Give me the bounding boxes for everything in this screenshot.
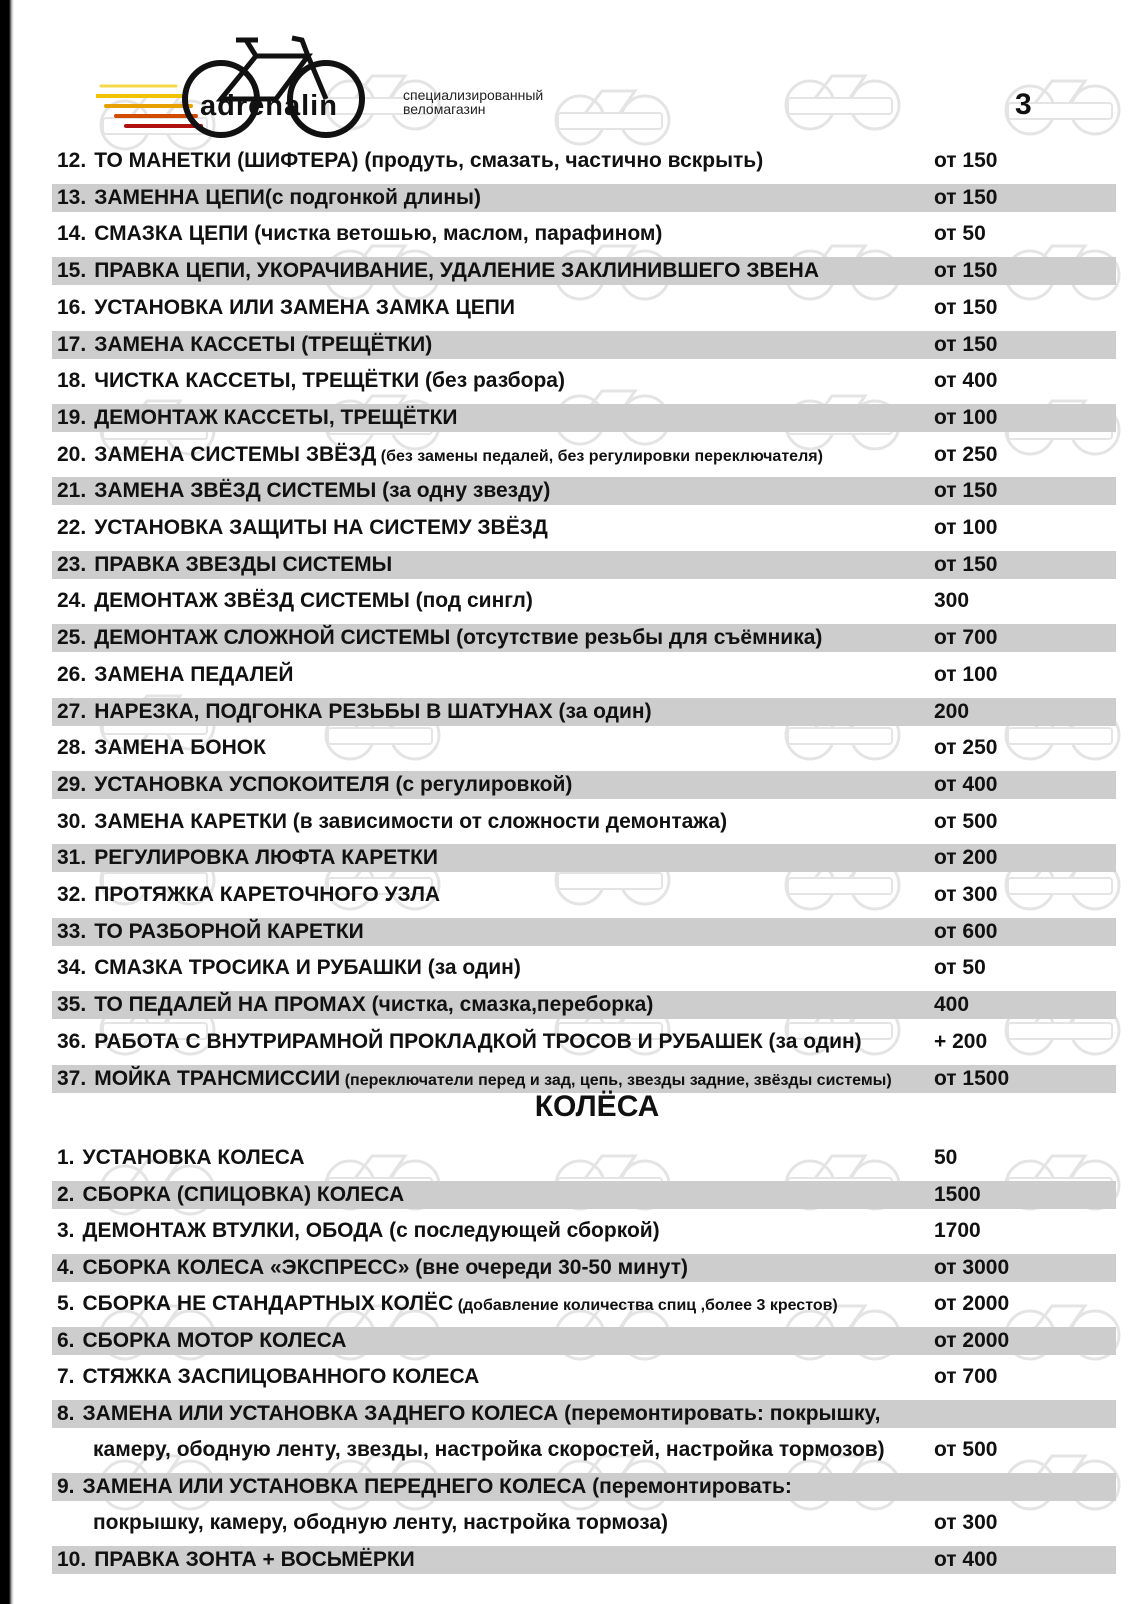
service-price: от 150 <box>934 552 998 576</box>
service-price: от 500 <box>934 1438 998 1461</box>
service-description <box>57 404 458 432</box>
service-price: 50 <box>934 1146 958 1169</box>
item-number: 25. <box>57 626 87 650</box>
watermark-bicycle-icon <box>990 65 1130 145</box>
service-description <box>57 1217 660 1245</box>
item-number: 23. <box>57 552 87 576</box>
item-number: 1. <box>57 1146 75 1169</box>
service-price: от 700 <box>934 1365 998 1388</box>
service-name: ДЕМОНТАЖ ВТУЛКИ, ОБОДА (с последующей сборкой) <box>82 1219 660 1242</box>
price-row <box>52 1327 1116 1355</box>
service-price: от 150 <box>934 332 998 356</box>
service-name: ДЕМОНТАЖ СЛОЖНОЙ СИСТЕМЫ (отсутствие резьбы для съёмника) <box>94 626 823 650</box>
price-row <box>52 954 1116 982</box>
service-name: ПРОТЯЖКА КАРЕТОЧНОГО УЗЛА <box>94 883 441 906</box>
item-number: 15. <box>57 259 87 283</box>
price-row <box>52 1436 1116 1464</box>
service-name: покрышку, камеру, ободную ленту, настройка тормоза) <box>93 1511 669 1534</box>
item-number: 12. <box>57 149 87 172</box>
service-price: от 150 <box>934 295 998 319</box>
service-name: СБОРКА НЕ СТАНДАРТНЫХ КОЛЁС <box>82 1292 454 1315</box>
service-price: от 100 <box>934 516 998 539</box>
service-description <box>57 331 432 359</box>
item-number: 33. <box>57 919 87 943</box>
price-row <box>52 477 1116 505</box>
price-row <box>52 734 1116 762</box>
price-row <box>52 184 1116 212</box>
item-number: 9. <box>57 1474 75 1498</box>
item-number: 14. <box>57 222 87 246</box>
price-row <box>52 1363 1116 1391</box>
service-price: от 250 <box>934 736 998 760</box>
service-name: ПРАВКА ЗОНТА + ВОСЬМЁРКИ <box>94 1547 415 1571</box>
price-row <box>52 991 1116 1019</box>
price-row <box>52 1065 1116 1093</box>
service-description <box>57 771 572 799</box>
item-number: 24. <box>57 589 87 613</box>
service-description <box>57 844 438 872</box>
service-name: УСТАНОВКА УСПОКОИТЕЛЯ (с регулировкой) <box>94 772 573 796</box>
service-name: УСТАНОВКА ИЛИ ЗАМЕНА ЗАМКА ЦЕПИ <box>94 295 515 319</box>
service-description <box>57 661 294 689</box>
price-row <box>52 881 1116 909</box>
service-description <box>57 257 819 285</box>
service-name: ЗАМЕНА СИСТЕМЫ ЗВЁЗД <box>94 442 377 466</box>
service-description <box>57 220 662 248</box>
price-row <box>52 1254 1116 1282</box>
page-number: 3 <box>1015 88 1032 121</box>
item-number: 2. <box>57 1182 75 1206</box>
service-name: РЕГУЛИРОВКА ЛЮФТА КАРЕТКИ <box>94 846 439 870</box>
item-number: 20. <box>57 442 87 466</box>
service-description <box>57 1400 880 1428</box>
service-price: от 400 <box>934 369 998 393</box>
price-row <box>52 441 1116 469</box>
item-number: 7. <box>57 1365 75 1388</box>
service-price: от 100 <box>934 405 998 429</box>
service-name: ТО ПЕДАЛЕЙ НА ПРОМАХ (чистка, смазка,переборка) <box>94 993 654 1017</box>
service-name: НАРЕЗКА, ПОДГОНКА РЕЗЬБЫ В ШАТУНАХ (за один) <box>94 699 652 723</box>
price-row <box>52 551 1116 579</box>
service-description <box>57 477 550 505</box>
service-description <box>57 698 652 726</box>
price-row <box>52 331 1116 359</box>
service-name: ЗАМЕНА ИЛИ УСТАНОВКА ПЕРЕДНЕГО КОЛЕСА (перемонтировать: <box>82 1474 792 1498</box>
service-price: + 200 <box>934 1029 988 1053</box>
price-row <box>52 1144 1116 1172</box>
service-price: от 700 <box>934 626 998 650</box>
service-price: 200 <box>934 699 970 723</box>
price-row <box>52 1546 1116 1574</box>
service-price: 300 <box>934 589 970 613</box>
service-description <box>57 1181 404 1209</box>
price-row <box>52 771 1116 799</box>
service-description <box>57 551 392 579</box>
price-row <box>52 1473 1116 1501</box>
service-name: СБОРКА (СПИЦОВКА) КОЛЕСА <box>82 1182 405 1206</box>
price-row <box>52 1217 1116 1245</box>
service-name: СБОРКА КОЛЕСА «ЭКСПРЕСС» (вне очереди 30-50 минут) <box>82 1255 688 1279</box>
price-row <box>52 257 1116 285</box>
item-number: 13. <box>57 185 87 209</box>
service-description <box>57 1290 838 1320</box>
item-number: 5. <box>57 1292 75 1315</box>
item-number: 8. <box>57 1401 75 1425</box>
service-description <box>57 184 481 212</box>
service-description <box>57 954 521 982</box>
watermark-bicycle-icon <box>770 60 910 140</box>
service-description <box>57 991 653 1019</box>
logo-wordmark: adrenalin <box>200 90 338 122</box>
service-name: СМАЗКА ЦЕПИ (чистка ветошью, маслом, парафином) <box>94 222 663 246</box>
service-description <box>57 441 823 471</box>
price-row <box>52 587 1116 615</box>
service-price: от 50 <box>934 222 986 246</box>
service-name: ДЕМОНТАЖ ЗВЁЗД СИСТЕМЫ (под сингл) <box>94 589 533 613</box>
item-number: 29. <box>57 772 87 796</box>
service-price: от 150 <box>934 479 998 503</box>
service-description <box>57 1327 346 1355</box>
service-price: от 400 <box>934 1547 998 1571</box>
item-number: 4. <box>57 1255 75 1279</box>
service-name: СТЯЖКА ЗАСПИЦОВАННОГО КОЛЕСА <box>82 1365 480 1388</box>
service-price: от 100 <box>934 662 998 686</box>
bicycle-logo-icon <box>96 34 386 144</box>
service-name: РАБОТА С ВНУТРИРАМНОЙ ПРОКЛАДКОЙ ТРОСОВ И РУБАШЕК (за один) <box>94 1029 862 1053</box>
service-price: от 150 <box>934 185 998 209</box>
item-number: 32. <box>57 883 87 906</box>
tagline-line-1: специализированный <box>403 87 544 103</box>
item-number: 28. <box>57 736 87 760</box>
service-name: камеру, ободную ленту, звезды, настройка скоростей, настройка тормозов) <box>93 1438 885 1461</box>
item-number: 30. <box>57 809 87 833</box>
service-price: от 600 <box>934 919 998 943</box>
item-number: 21. <box>57 479 87 503</box>
service-price: от 150 <box>934 259 998 283</box>
price-row <box>52 698 1116 726</box>
service-description <box>57 587 533 615</box>
price-row <box>52 147 1116 175</box>
service-price: от 500 <box>934 809 998 833</box>
service-description <box>57 294 515 322</box>
service-name: УСТАНОВКА ЗАЩИТЫ НА СИСТЕМУ ЗВЁЗД <box>94 516 548 539</box>
price-row <box>52 624 1116 652</box>
price-row <box>52 1181 1116 1209</box>
price-row <box>52 514 1116 542</box>
service-name: ТО МАНЕТКИ (ШИФТЕРА) (продуть, смазать, частично вскрыть) <box>94 149 764 172</box>
service-description <box>57 624 822 652</box>
item-number: 36. <box>57 1029 87 1053</box>
service-description <box>57 1436 885 1464</box>
service-price: 400 <box>934 993 970 1017</box>
service-description <box>57 514 548 542</box>
service-name: МОЙКА ТРАНСМИССИИ <box>94 1066 341 1090</box>
item-number: 18. <box>57 369 87 393</box>
service-description <box>57 918 364 946</box>
service-price: от 3000 <box>934 1255 1010 1279</box>
price-row <box>52 1290 1116 1318</box>
item-number: 6. <box>57 1328 75 1352</box>
price-row <box>52 1028 1116 1056</box>
service-note: (без замены педалей, без регулировки переключателя) <box>376 447 823 465</box>
item-number: 3. <box>57 1219 75 1242</box>
service-description <box>57 881 440 909</box>
service-price: 1700 <box>934 1219 981 1242</box>
service-price: от 2000 <box>934 1292 1010 1315</box>
item-number: 27. <box>57 699 87 723</box>
item-number: 17. <box>57 332 87 356</box>
service-name: ЗАМЕНА ПЕДАЛЕЙ <box>94 662 294 686</box>
service-name: ПРАВКА ЦЕПИ, УКОРАЧИВАНИЕ, УДАЛЕНИЕ ЗАКЛИНИВШЕГО ЗВЕНА <box>94 259 820 283</box>
service-price: от 300 <box>934 883 998 906</box>
price-row <box>52 808 1116 836</box>
item-number: 16. <box>57 295 87 319</box>
item-number: 35. <box>57 993 87 1017</box>
service-name: ЗАМЕНА ЗВЁЗД СИСТЕМЫ (за одну звезду) <box>94 479 551 503</box>
price-row <box>52 918 1116 946</box>
item-number: 26. <box>57 662 87 686</box>
service-name: ПРАВКА ЗВЕЗДЫ СИСТЕМЫ <box>94 552 393 576</box>
service-price: 1500 <box>934 1182 981 1206</box>
service-name: СБОРКА МОТОР КОЛЕСА <box>82 1328 347 1352</box>
service-name: СМАЗКА ТРОСИКА И РУБАШКИ (за один) <box>94 956 521 980</box>
service-description <box>57 1546 415 1574</box>
service-name: УСТАНОВКА КОЛЕСА <box>82 1146 305 1169</box>
service-name: ЗАМЕНА КАССЕТЫ (ТРЕЩЁТКИ) <box>94 332 433 356</box>
service-name: ЗАМЕНА БОНОК <box>94 736 266 760</box>
price-row <box>52 294 1116 322</box>
service-price: от 200 <box>934 846 998 870</box>
service-name: ЗАМЕНА КАРЕТКИ (в зависимости от сложности демонтажа) <box>94 809 728 833</box>
section-title-wheels: КОЛЁСА <box>534 1090 660 1123</box>
service-name: ЗАМЕНА ИЛИ УСТАНОВКА ЗАДНЕГО КОЛЕСА (перемонтировать: покрышку, <box>82 1401 881 1425</box>
service-description <box>57 1254 688 1282</box>
service-price: от 1500 <box>934 1066 1010 1090</box>
service-name: ДЕМОНТАЖ КАССЕТЫ, ТРЕЩЁТКИ <box>94 405 458 429</box>
service-description <box>57 1363 479 1391</box>
service-price: от 250 <box>934 442 998 466</box>
service-name: ТО РАЗБОРНОЙ КАРЕТКИ <box>94 919 364 943</box>
price-row <box>52 220 1116 248</box>
service-description <box>57 1509 668 1537</box>
service-description <box>57 367 565 395</box>
price-row <box>52 404 1116 432</box>
item-number: 19. <box>57 405 87 429</box>
price-row <box>52 1509 1116 1537</box>
service-name: ЧИСТКА КАССЕТЫ, ТРЕЩЁТКИ (без разбора) <box>94 369 565 393</box>
service-note: (добавление количества спиц ,более 3 крестов) <box>453 1297 838 1314</box>
item-number: 10. <box>57 1547 87 1571</box>
service-name: ЗАМЕННА ЦЕПИ(с подгонкой длины) <box>94 185 481 209</box>
tagline-line-2: веломагазин <box>403 101 486 117</box>
service-description <box>57 1473 792 1501</box>
watermark-bicycle-icon <box>540 75 680 155</box>
service-note: (переключатели перед и зад, цепь, звезды задние, звёзды системы) <box>340 1071 892 1089</box>
price-row <box>52 661 1116 689</box>
service-price: от 300 <box>934 1511 998 1534</box>
price-row <box>52 844 1116 872</box>
service-price: от 2000 <box>934 1328 1010 1352</box>
item-number: 31. <box>57 846 87 870</box>
service-description <box>57 1144 305 1172</box>
price-row <box>52 367 1116 395</box>
item-number: 34. <box>57 956 87 980</box>
service-price: от 400 <box>934 772 998 796</box>
service-description <box>57 734 266 762</box>
service-description <box>57 147 763 175</box>
service-description <box>57 808 727 836</box>
service-price: от 50 <box>934 956 986 980</box>
item-number: 22. <box>57 516 87 539</box>
store-tagline <box>403 88 543 116</box>
service-description <box>57 1028 862 1056</box>
service-price: от 150 <box>934 149 998 172</box>
price-row <box>52 1400 1116 1428</box>
item-number: 37. <box>57 1066 87 1090</box>
page-edge-shadow <box>0 0 14 1604</box>
